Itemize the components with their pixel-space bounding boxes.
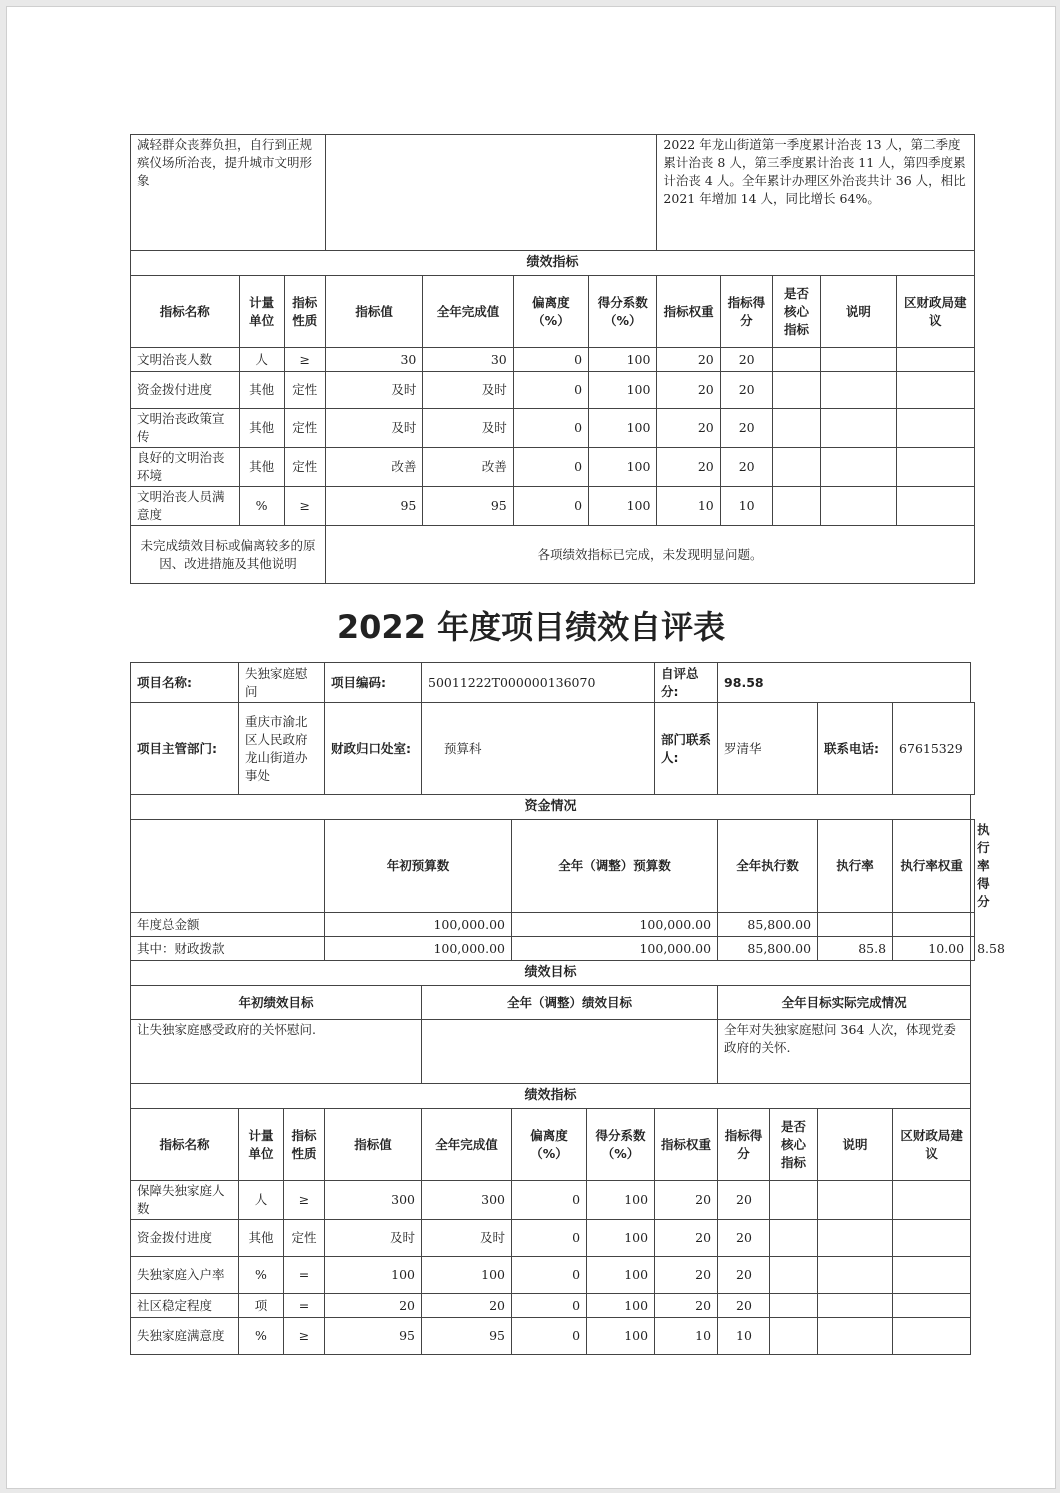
indicator-weight: 20 (657, 348, 720, 372)
indicator-empty-cell (772, 487, 820, 526)
indicator-empty-cell (893, 1257, 971, 1294)
indicator-weight: 20 (655, 1181, 718, 1220)
indicator-weight: 20 (657, 448, 720, 487)
indicators2-header-row (131, 1109, 975, 1181)
indicator-target: 及时 (325, 372, 422, 409)
indicator-header-cell: 是否核心指标 (772, 276, 820, 348)
indicator-header-cell: 得分系数（%） (589, 276, 657, 348)
indicator-empty-cell (821, 448, 896, 487)
indicator-target: 30 (325, 348, 422, 372)
indicator-header-cell: 指标性质 (284, 1109, 325, 1181)
funds-total-adjusted: 100,000.00 (512, 913, 718, 937)
funds-finance-weight: 10.00 (893, 937, 971, 961)
goals-header-adjusted: 全年（调整）绩效目标 (422, 986, 718, 1020)
indicator-empty-cell (772, 448, 820, 487)
indicator-header-cell: 区财政局建议 (896, 276, 974, 348)
funds-total-executed: 85,800.00 (718, 913, 818, 937)
funds-finance-budget: 100,000.00 (325, 937, 512, 961)
indicator-header-cell: 偏离度（%） (513, 276, 588, 348)
document-page (6, 6, 1056, 1489)
indicator-nature: ≥ (284, 1318, 325, 1355)
indicator-weight: 20 (657, 372, 720, 409)
indicator-nature: ≥ (284, 487, 325, 526)
indicator-header-cell: 计量单位 (239, 276, 284, 348)
indicator-actual: 300 (422, 1181, 512, 1220)
indicators-header-row (131, 276, 975, 348)
project-code: 50011222T000000136070 (422, 663, 655, 703)
indicator-nature: 定性 (284, 448, 325, 487)
completion-text: 2022 年龙山街道第一季度累计治丧 13 人，第二季度累计治丧 8 人，第三季度累计治丧 11 人，第四季度累计治丧 4 人。全年累计办理区外治丧共计 36 人，相比 2021 年增加 14 人，同比增长 64%。 (657, 135, 975, 251)
funds-finance-adjusted: 100,000.00 (512, 937, 718, 961)
indicator-weight: 20 (657, 409, 720, 448)
project-code-label: 项目编码: (325, 663, 422, 703)
indicator-empty-cell (821, 487, 896, 526)
indicator-actual: 及时 (423, 409, 513, 448)
funds-finance-rate: 85.8 (818, 937, 893, 961)
indicator-coef: 100 (587, 1294, 655, 1318)
indicator-empty-cell (821, 409, 896, 448)
indicator-coef: 100 (587, 1318, 655, 1355)
indicator-actual: 及时 (422, 1220, 512, 1257)
self-score-label: 自评总分: (655, 663, 718, 703)
indicator-deviation: 0 (512, 1294, 587, 1318)
indicator-deviation: 0 (513, 409, 588, 448)
indicator-name: 资金拨付进度 (131, 1220, 239, 1257)
funds-header-budget: 年初预算数 (325, 820, 512, 913)
contact-name: 罗清华 (718, 703, 818, 795)
indicator-header-cell: 指标名称 (131, 1109, 239, 1181)
funds-header-rate: 执行率 (818, 820, 893, 913)
indicator-nature: ≥ (284, 348, 325, 372)
indicator-empty-cell (821, 372, 896, 409)
indicator-header-cell: 计量单位 (239, 1109, 284, 1181)
indicator-name: 资金拨付进度 (131, 372, 240, 409)
funds-header-adjusted: 全年（调整）预算数 (512, 820, 718, 913)
indicator-name: 社区稳定程度 (131, 1294, 239, 1318)
indicator-target: 100 (325, 1257, 422, 1294)
funds-header-weight: 执行率权重 (893, 820, 971, 913)
phone-number: 67615329 (893, 703, 975, 795)
indicator-deviation: 0 (512, 1257, 587, 1294)
indicator-empty-cell (772, 372, 820, 409)
indicator-name: 保障失独家庭人数 (131, 1181, 239, 1220)
indicator-deviation: 0 (513, 372, 588, 409)
indicator-empty-cell (896, 409, 974, 448)
table-row (131, 1257, 975, 1294)
indicator-header-cell: 得分系数（%） (587, 1109, 655, 1181)
indicator-header-cell: 是否核心指标 (770, 1109, 818, 1181)
indicator-score: 20 (720, 448, 772, 487)
indicator-actual: 95 (422, 1318, 512, 1355)
indicator-name: 文明治丧政策宣传 (131, 409, 240, 448)
indicator-header-cell: 说明 (821, 276, 896, 348)
indicator-empty-cell (893, 1181, 971, 1220)
goals-section-title: 绩效目标 (131, 961, 971, 986)
office-label: 财政归口处室: (325, 703, 422, 795)
table-row (131, 1294, 975, 1318)
funds-finance-row (131, 937, 975, 961)
indicator-deviation: 0 (513, 348, 588, 372)
indicator-deviation: 0 (512, 1181, 587, 1220)
indicator-name: 文明治丧人数 (131, 348, 240, 372)
indicator-nature: 定性 (284, 372, 325, 409)
indicator-empty-cell (772, 348, 820, 372)
funds-section-title: 资金情况 (131, 795, 971, 820)
indicator-actual: 改善 (423, 448, 513, 487)
indicators-body (131, 348, 975, 526)
indicator-deviation: 0 (513, 487, 588, 526)
indicator-empty-cell (818, 1181, 893, 1220)
indicator-empty-cell (893, 1294, 971, 1318)
indicator-header-cell: 指标得分 (718, 1109, 770, 1181)
funds-total-score (971, 913, 975, 937)
indicator-target: 20 (325, 1294, 422, 1318)
goal-completion-text: 全年对失独家庭慰问 364 人次，体现党委政府的关怀. (718, 1020, 971, 1084)
indicator-target: 95 (325, 1318, 422, 1355)
indicators-section-title: 绩效指标 (131, 251, 975, 276)
contact-label: 部门联系人: (655, 703, 718, 795)
indicator-name: 失独家庭满意度 (131, 1318, 239, 1355)
indicator-unit: 人 (239, 1181, 284, 1220)
indicator-name: 失独家庭入户率 (131, 1257, 239, 1294)
indicator-header-cell: 区财政局建议 (893, 1109, 971, 1181)
indicator-empty-cell (818, 1318, 893, 1355)
table-row (131, 448, 975, 487)
indicator-score: 20 (718, 1257, 770, 1294)
indicator-unit: 其他 (239, 1220, 284, 1257)
indicator-empty-cell (770, 1318, 818, 1355)
indicator-deviation: 0 (512, 1220, 587, 1257)
funds-finance-label: 其中：财政拨款 (131, 937, 325, 961)
indicator-unit: % (239, 1257, 284, 1294)
indicator-target: 300 (325, 1181, 422, 1220)
note-label: 未完成绩效目标或偏离较多的原因、改进措施及其他说明 (131, 526, 326, 584)
indicator-unit: 项 (239, 1294, 284, 1318)
project-name-label: 项目名称: (131, 663, 239, 703)
indicator-nature: 定性 (284, 409, 325, 448)
funds-total-label: 年度总金额 (131, 913, 325, 937)
funds-finance-executed: 85,800.00 (718, 937, 818, 961)
indicator-nature: ≥ (284, 1181, 325, 1220)
funds-header-score: 执行率得分 (971, 820, 975, 913)
indicator-empty-cell (896, 372, 974, 409)
funds-header-executed: 全年执行数 (718, 820, 818, 913)
table-row (131, 1181, 975, 1220)
table-row (131, 348, 975, 372)
indicator-empty-cell (893, 1220, 971, 1257)
indicator-weight: 10 (657, 487, 720, 526)
indicator-actual: 30 (423, 348, 513, 372)
indicator-header-cell: 指标权重 (657, 276, 720, 348)
indicator-header-cell: 指标权重 (655, 1109, 718, 1181)
indicator-score: 20 (720, 348, 772, 372)
dept-name: 重庆市渝北区人民政府龙山街道办事处 (239, 703, 325, 795)
indicator-score: 10 (718, 1318, 770, 1355)
indicator-score: 20 (720, 409, 772, 448)
goal-text: 减轻群众丧葬负担，自行到正规殡仪场所治丧，提升城市文明形象 (131, 135, 326, 251)
indicator-unit: 其他 (239, 409, 284, 448)
note-text: 各项绩效指标已完成，未发现明显问题。 (325, 526, 974, 584)
indicator-weight: 20 (655, 1257, 718, 1294)
indicator-deviation: 0 (512, 1318, 587, 1355)
funds-finance-score: 8.58 (971, 937, 975, 961)
indicator-coef: 100 (587, 1257, 655, 1294)
indicator-nature: = (284, 1294, 325, 1318)
indicator-weight: 20 (655, 1294, 718, 1318)
indicator-empty-cell (770, 1257, 818, 1294)
indicator-empty-cell (896, 448, 974, 487)
indicator-score: 20 (718, 1294, 770, 1318)
indicator-empty-cell (896, 348, 974, 372)
indicator-empty-cell (821, 348, 896, 372)
indicator-header-cell: 全年完成值 (422, 1109, 512, 1181)
indicator-score: 20 (718, 1220, 770, 1257)
indicators2-section-title: 绩效指标 (131, 1084, 971, 1109)
indicator-deviation: 0 (513, 448, 588, 487)
indicator-coef: 100 (587, 1220, 655, 1257)
indicator-coef: 100 (587, 1181, 655, 1220)
table-row (131, 372, 975, 409)
indicator-empty-cell (896, 487, 974, 526)
indicator-coef: 100 (589, 409, 657, 448)
indicator-coef: 100 (589, 372, 657, 409)
funds-total-weight (893, 913, 971, 937)
indicator-score: 20 (718, 1181, 770, 1220)
funds-corner-cell (131, 820, 325, 913)
indicator-actual: 95 (423, 487, 513, 526)
indicator-target: 及时 (325, 409, 422, 448)
funds-total-row (131, 913, 975, 937)
indicator-header-cell: 说明 (818, 1109, 893, 1181)
table-row (131, 487, 975, 526)
table-row (131, 409, 975, 448)
indicator-nature: = (284, 1257, 325, 1294)
indicator-coef: 100 (589, 348, 657, 372)
indicator-nature: 定性 (284, 1220, 325, 1257)
indicators2-body (131, 1181, 975, 1355)
previous-project-table (130, 134, 975, 584)
indicator-name: 良好的文明治丧环境 (131, 448, 240, 487)
funds-total-budget: 100,000.00 (325, 913, 512, 937)
indicator-empty-cell (818, 1294, 893, 1318)
self-score: 98.58 (718, 663, 971, 703)
indicator-empty-cell (818, 1220, 893, 1257)
indicator-name: 文明治丧人员满意度 (131, 487, 240, 526)
indicator-coef: 100 (589, 487, 657, 526)
indicator-header-cell: 指标性质 (284, 276, 325, 348)
indicator-empty-cell (770, 1181, 818, 1220)
indicator-unit: 其他 (239, 372, 284, 409)
dept-label: 项目主管部门: (131, 703, 239, 795)
indicator-unit: % (239, 1318, 284, 1355)
indicator-header-cell: 指标名称 (131, 276, 240, 348)
indicator-unit: 人 (239, 348, 284, 372)
indicator-header-cell: 指标得分 (720, 276, 772, 348)
project-evaluation-table (130, 662, 1005, 1355)
phone-label: 联系电话: (818, 703, 893, 795)
indicator-target: 改善 (325, 448, 422, 487)
indicator-unit: 其他 (239, 448, 284, 487)
indicator-target: 95 (325, 487, 422, 526)
table-row (131, 1220, 975, 1257)
indicator-score: 10 (720, 487, 772, 526)
indicator-unit: % (239, 487, 284, 526)
indicator-empty-cell (893, 1318, 971, 1355)
indicator-empty-cell (772, 409, 820, 448)
goal-adjusted-text (422, 1020, 718, 1084)
indicator-weight: 20 (655, 1220, 718, 1257)
indicator-actual: 及时 (423, 372, 513, 409)
indicator-coef: 100 (589, 448, 657, 487)
goals-header-completion: 全年目标实际完成情况 (718, 986, 971, 1020)
indicator-score: 20 (720, 372, 772, 409)
indicator-actual: 20 (422, 1294, 512, 1318)
indicator-empty-cell (818, 1257, 893, 1294)
adjusted-goal-cell (325, 135, 657, 251)
goals-header-initial: 年初绩效目标 (131, 986, 422, 1020)
project-name: 失独家庭慰问 (239, 663, 325, 703)
office-name: 预算科 (422, 703, 655, 795)
indicator-header-cell: 指标值 (325, 1109, 422, 1181)
indicator-header-cell: 指标值 (325, 276, 422, 348)
table-row (131, 1318, 975, 1355)
indicator-header-cell: 偏离度（%） (512, 1109, 587, 1181)
indicator-empty-cell (770, 1294, 818, 1318)
page-title: 2022 年度项目绩效自评表 (336, 608, 726, 646)
indicator-header-cell: 全年完成值 (423, 276, 513, 348)
indicator-weight: 10 (655, 1318, 718, 1355)
indicator-target: 及时 (325, 1220, 422, 1257)
goal-initial-text: 让失独家庭感受政府的关怀慰问. (131, 1020, 422, 1084)
indicator-empty-cell (770, 1220, 818, 1257)
indicator-actual: 100 (422, 1257, 512, 1294)
funds-total-rate (818, 913, 893, 937)
